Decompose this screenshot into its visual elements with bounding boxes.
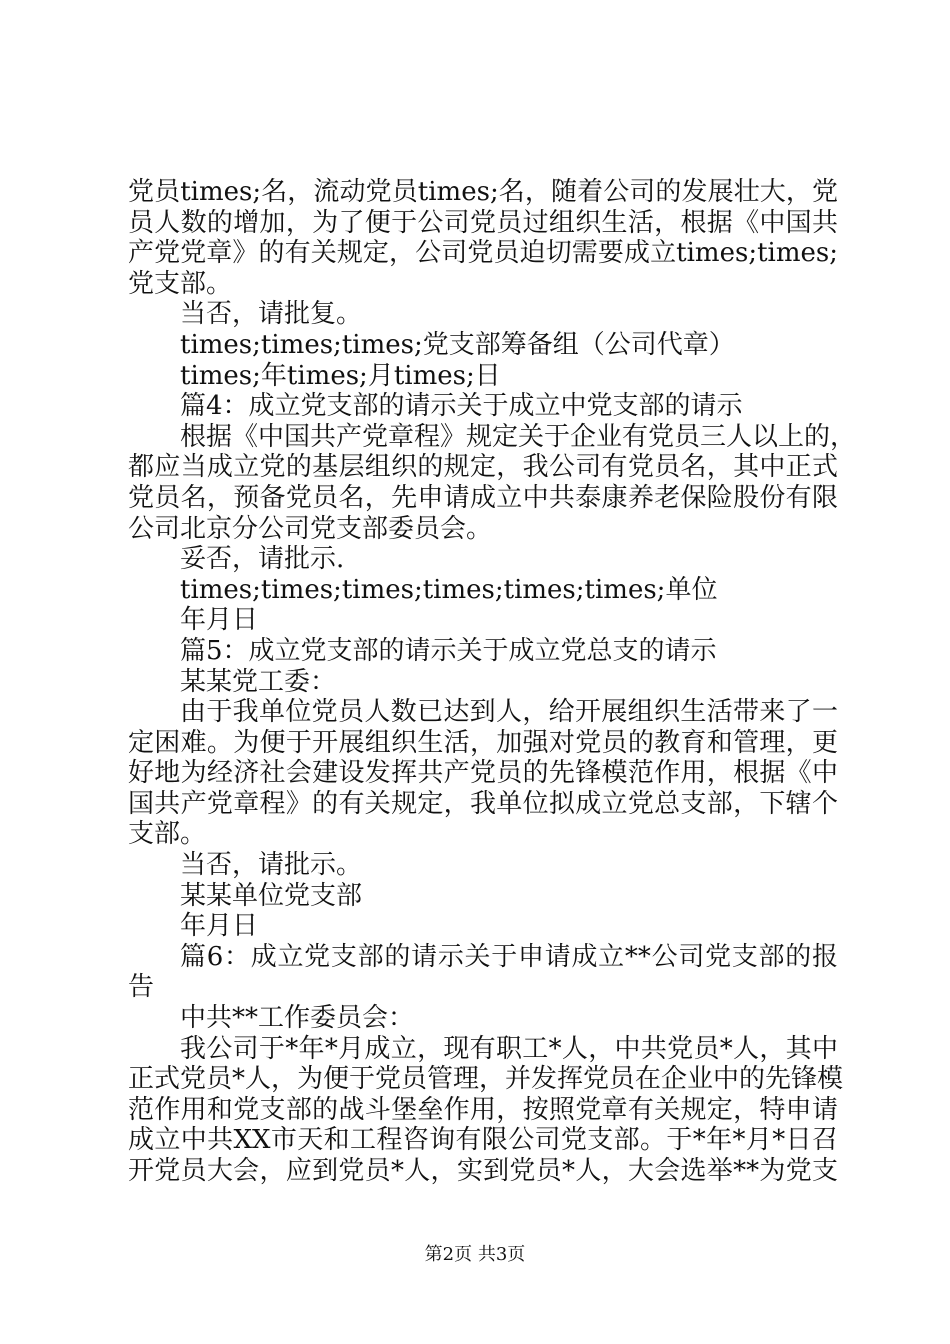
paragraph-line: 由于我单位党员人数已达到人，给开展组织生活带来了一 <box>180 697 838 728</box>
paragraph-line: 范作用和党支部的战斗堡垒作用，按照党章有关规定，特申请 <box>128 1094 838 1125</box>
closing-request: 妥否，请批示. <box>180 544 345 575</box>
signature-line: 某某单位党支部 <box>180 880 363 911</box>
paragraph-line: 国共产党章程》的有关规定，我单位拟成立党总支部，下辖个 <box>128 788 838 819</box>
section-heading-continued: 告 <box>128 972 155 1003</box>
paragraph-line: 产党党章》的有关规定，公司党员迫切需要成立times;times; <box>128 238 838 269</box>
paragraph-line: 好地为经济社会建设发挥共产党员的先锋模范作用，根据《中 <box>128 758 838 789</box>
paragraph-line: 我公司于*年*月成立，现有职工*人，中共党员*人，其中 <box>180 1033 838 1064</box>
signature-line: times;times;times;times;times;times;单位 <box>180 574 718 605</box>
paragraph-line: 党员名，预备党员名，先申请成立中共泰康养老保险股份有限 <box>128 482 838 513</box>
paragraph-line: 都应当成立党的基层组织的规定，我公司有党员名，其中正式 <box>128 452 838 483</box>
addressee-line: 中共**工作委员会： <box>180 1003 415 1034</box>
paragraph-line: 党员times;名，流动党员times;名，随着公司的发展壮大，党 <box>128 177 838 207</box>
date-line: times;年times;月times;日 <box>180 360 501 391</box>
page-number-footer: 第2页 共3页 <box>424 1244 526 1265</box>
signature-line: times;times;times;党支部筹备组（公司代章） <box>180 329 735 360</box>
section-heading: 篇5：成立党支部的请示关于成立党总支的请示 <box>180 635 717 666</box>
paragraph-line: 根据《中国共产党章程》规定关于企业有党员三人以上的， <box>180 421 857 452</box>
document-body <box>128 177 857 1187</box>
paragraph-line: 公司北京分公司党支部委员会。 <box>128 513 493 544</box>
closing-request: 当否，请批示。 <box>180 850 363 881</box>
paragraph-line: 成立中共XX市天和工程咨询有限公司党支部。于*年*月*日召 <box>128 1125 838 1156</box>
section-heading: 篇4：成立党支部的请示关于成立中党支部的请示 <box>180 391 743 422</box>
paragraph-line: 定困难。为便于开展组织生活，加强对党员的教育和管理，更 <box>128 727 838 758</box>
addressee-line: 某某党工委： <box>180 666 337 697</box>
paragraph-line: 党支部。 <box>128 268 233 299</box>
paragraph-line: 支部。 <box>128 819 207 850</box>
date-line: 年月日 <box>180 911 259 942</box>
paragraph-line: 开党员大会，应到党员*人，实到党员*人，大会选举**为党支 <box>128 1156 838 1186</box>
section-heading: 篇6：成立党支部的请示关于申请成立**公司党支部的报 <box>180 941 838 972</box>
closing-request: 当否，请批复。 <box>180 299 363 330</box>
paragraph-line: 正式党员*人，为便于党员管理，并发挥党员在企业中的先锋模 <box>128 1064 844 1095</box>
paragraph-line: 员人数的增加，为了便于公司党员过组织生活，根据《中国共 <box>128 207 838 238</box>
date-line: 年月日 <box>180 605 259 636</box>
